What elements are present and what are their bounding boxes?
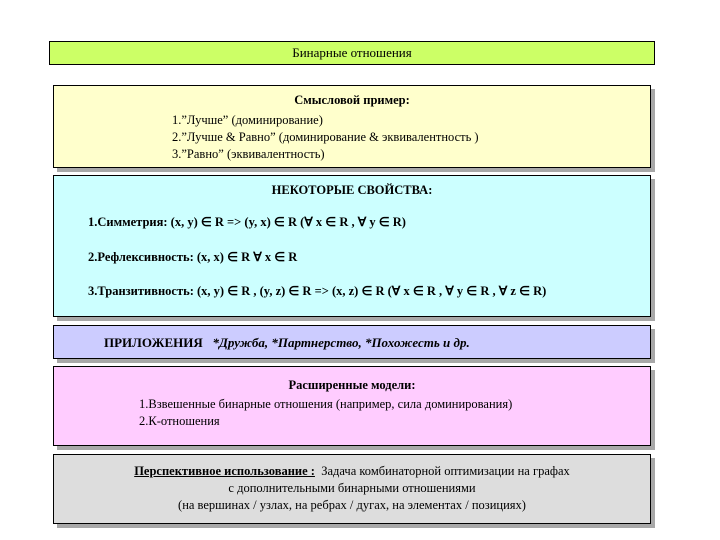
applications-label: ПРИЛОЖЕНИЯ [104, 335, 203, 350]
perspective-text-1: Задача комбинаторной оптимизации на графах [321, 464, 570, 478]
property-reflexivity: 2.Рефлексивность: (x, x) ∈ R ∀ x ∈ R [88, 250, 298, 264]
page-title: Бинарные отношения [292, 45, 412, 60]
property-symmetry: 1.Симметрия: (x, y) ∈ R => (y, x) ∈ R (∀ x ∈ R , ∀ y ∈ R) [88, 215, 406, 229]
applications-panel [53, 325, 651, 359]
property-transitivity: 3.Транзитивность: (x, y) ∈ R , (y, z) ∈ R => (x, z) ∈ R (∀ x ∈ R , ∀ y ∈ R , ∀ z ∈ R) [88, 284, 547, 298]
properties-panel [53, 175, 651, 317]
example-heading: Смысловой пример: [294, 93, 410, 107]
example-panel [53, 85, 651, 168]
extended-models-panel [53, 366, 651, 446]
perspective-line-2: с дополнительными бинарными отношениями [228, 481, 476, 495]
extended-line-1: 1.Взвешенные бинарные отношения (например, сила доминирования) [139, 397, 513, 411]
extended-line-2: 2.К-отношения [139, 414, 220, 428]
properties-heading: НЕКОТОРЫЕ СВОЙСТВА: [271, 183, 433, 197]
example-line-3: 3.”Равно” (эквивалентность) [172, 147, 325, 161]
applications-items: *Дружба, *Партнерство, *Похожесть и др. [212, 335, 470, 350]
perspective-line-1 [54, 464, 650, 479]
perspective-label: Перспективное использование : [134, 464, 315, 478]
perspective-panel [53, 454, 651, 524]
example-line-2: 2.”Лучше & Равно” (доминирование & эквивалентность ) [172, 130, 479, 144]
title-banner [49, 41, 655, 65]
example-line-1: 1.”Лучше” (доминирование) [172, 113, 323, 127]
extended-heading: Расширенные модели: [288, 378, 416, 392]
perspective-line-3: (на вершинах / узлах, на ребрах / дугах, на элементах / позициях) [178, 498, 526, 512]
